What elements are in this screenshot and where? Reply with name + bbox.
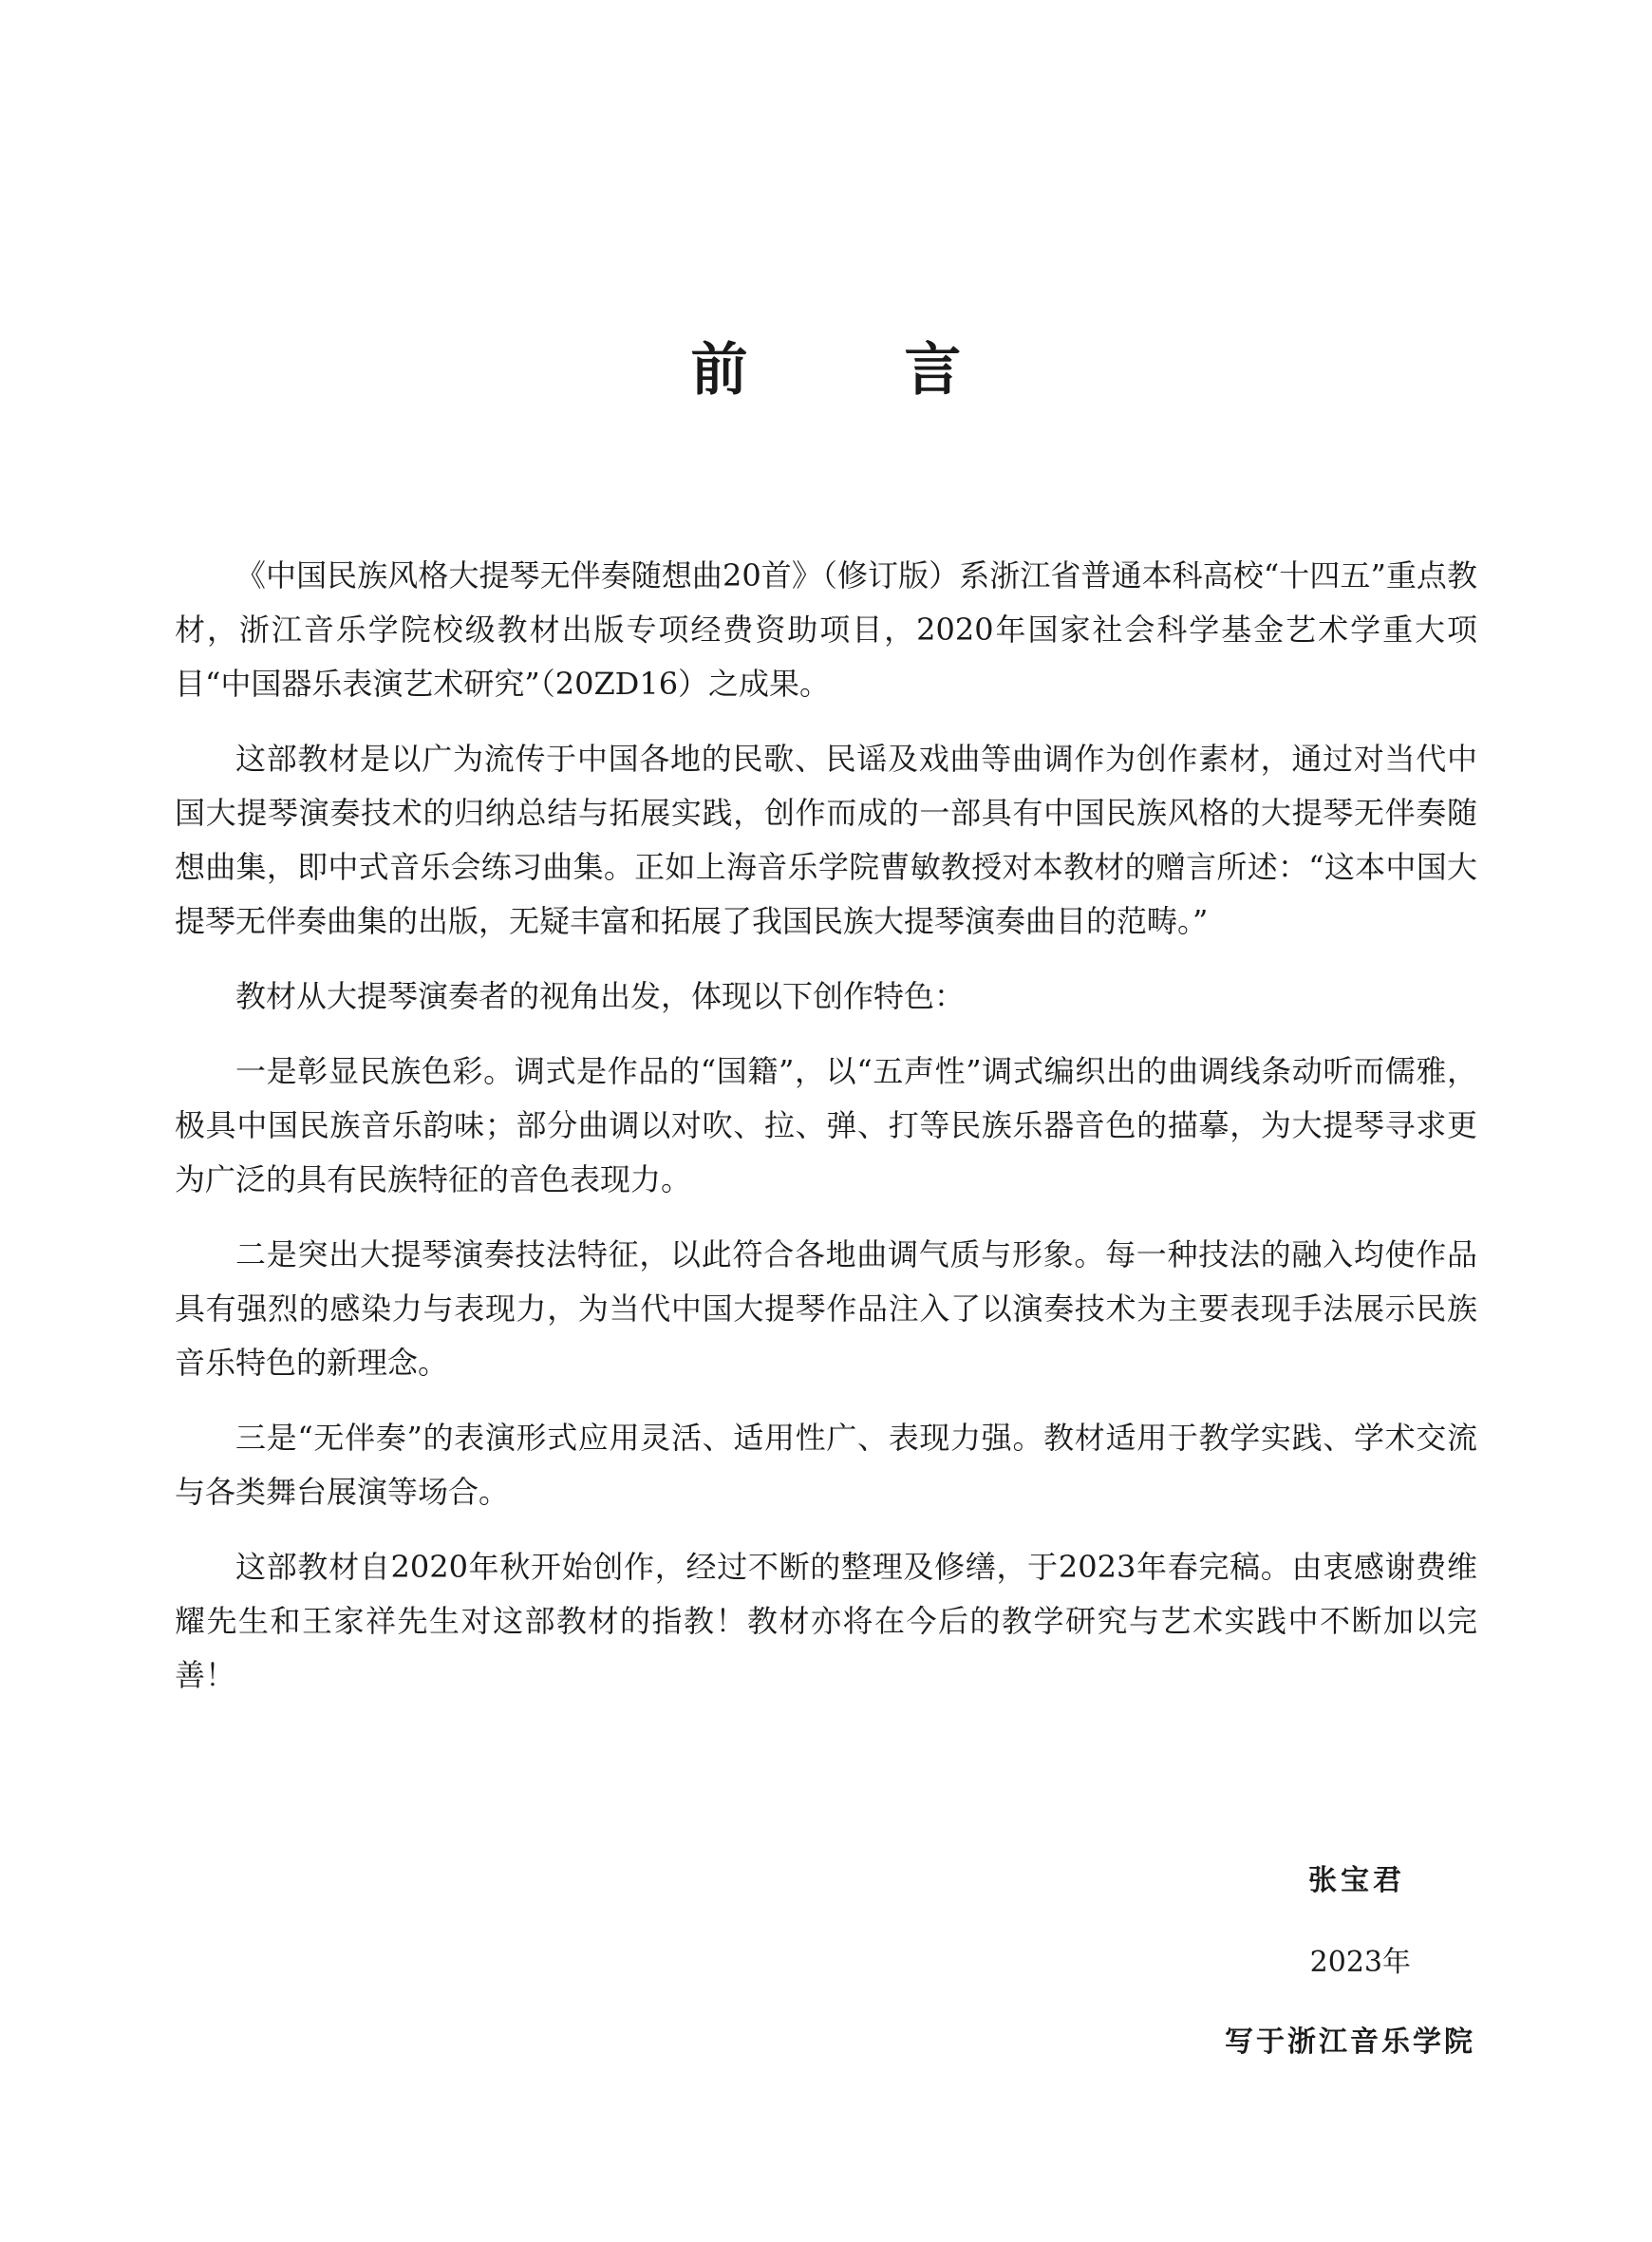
author-name: 张宝君	[1308, 1864, 1405, 1897]
preface-body	[175, 549, 1477, 1724]
paragraph-3: 教材从大提琴演奏者的视角出发，体现以下创作特色：	[235, 978, 966, 1014]
page-title: 前 言	[690, 337, 1030, 404]
paragraph-6: 三是“无伴奏”的表演形式应用灵活、适用性广、表现力强。教材适用于教学实践、学术交流与各类舞台展演等场合。	[175, 1420, 1477, 1510]
paragraph-2: 这部教材是以广为流传于中国各地的民歌、民谣及戏曲等曲调作为创作素材，通过对当代中国大提琴演奏技术的归纳总结与拓展实践，创作而成的一部具有中国民族风格的大提琴无伴奏随想曲集，即中式音乐会练习曲集。正如上海音乐学院曹敏教授对本教材的赠言所述：“这本中国大提琴无伴奏曲集的出版，无疑丰富和拓展了我国民族大提琴演奏曲目的范畴。”	[175, 741, 1477, 939]
signature-year: 2023年	[1309, 1946, 1411, 1979]
paragraph-4: 一是彰显民族色彩。调式是作品的“国籍”，以“五声性”调式编织出的曲调线条动听而儒雅，极具中国民族音乐韵味；部分曲调以对吹、拉、弹、打等民族乐器音色的描摹，为大提琴寻求更为广泛的具有民族特征的音色表现力。	[175, 1053, 1477, 1197]
signature-place: 写于浙江音乐学院	[1225, 2025, 1475, 2059]
paragraph-5: 二是突出大提琴演奏技法特征，以此符合各地曲调气质与形象。每一种技法的融入均使作品具有强烈的感染力与表现力，为当代中国大提琴作品注入了以演奏技术为主要表现手法展示民族音乐特色的新理念。	[175, 1236, 1477, 1381]
paragraph-1: 《中国民族风格大提琴无伴奏随想曲20首》（修订版）系浙江省普通本科高校“十四五”重点教材，浙江音乐学院校级教材出版专项经费资助项目，2020年国家社会科学基金艺术学重大项目“中国器乐表演艺术研究”（20ZD16）之成果。	[175, 557, 1477, 702]
paragraph-7: 这部教材自2020年秋开始创作，经过不断的整理及修缮，于2023年春完稿。由衷感谢费维耀先生和王家祥先生对这部教材的指教！教材亦将在今后的教学研究与艺术实践中不断加以完善！	[175, 1549, 1477, 1693]
